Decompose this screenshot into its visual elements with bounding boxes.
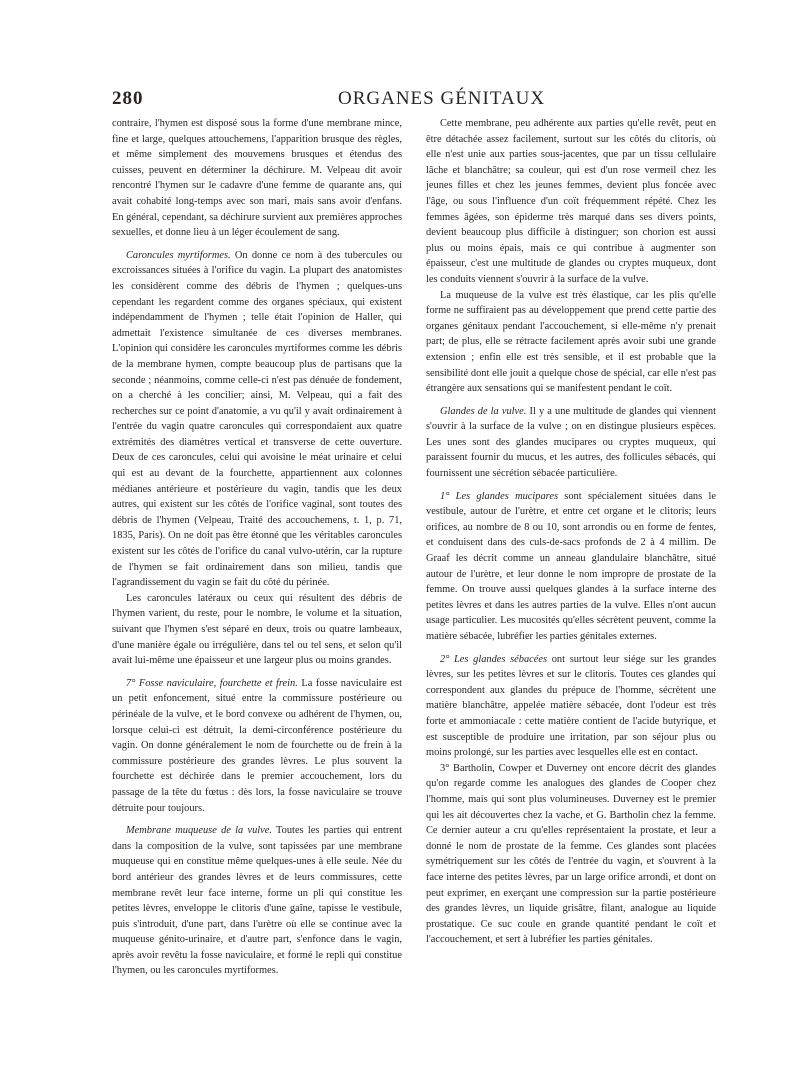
page-header xyxy=(112,88,704,116)
paragraph: Caroncules myrtiformes. On donne ce nom à des tubercules ou excroissances situées à l'orifice du vagin. La plupart des anatomistes les considèrent comme des débris de l'hymen ; quelques-uns cependant les regardent comme des organes spéciaux, qui existent indépendamment de l'hymen ; telle était l'opinion de Haller, qui admettait l'existence simultanée de ces diverses membranes. L'opinion qui considère les caroncules myrtiformes comme les débris de la membrane hymen, compte beaucoup plus de partisans que la seconde ; néanmoins, comme celle-ci n'est pas dénuée de fondement, on a cherché à les concilier; ainsi, M. Velpeau, qui a fait des recherches sur ce point d'anatomie, a vu qu'il y avait ordinairement à l'entrée du vagin quatre caroncules qui correspondaient aux quatre extrémités des diamètres vertical et transverse de cette ouverture. Deux de ces caroncules, celui qui avoisine le méat urinaire et celui qui est au devant de la fourchette, appartiennent aux colonnes médianes antérieure et postérieure du vagin, tandis que les deux autres, qui existent sur les côtés de l'orifice vaginal, sont toutes des débris de l'hymen (Velpeau, Traité des accouchemens, t. 1, p. 71, 1835, Paris). On ne doit pas être étonné que les véritables caroncules existent sur les côtés de l'orifice du canal vulvo-utérin, car la rupture de l'hymen se fait ordinairement dans son milieu, tandis que l'agrandissement du vagin se fait du côté du périnée. xyxy=(112,249,403,589)
section-lead: 2° Les glandes sébacées xyxy=(440,653,548,665)
section-lead: Membrane muqueuse de la vulve. xyxy=(126,825,272,837)
paragraph: Membrane muqueuse de la vulve. Toutes les parties qui entrent dans la composition de la vulve, sont tapissées par une membrane muqueuse qui en constitue même quelques-unes à elle seule. Née du bord antérieur des grandes lèvres et de leurs commissures, cette membrane revêt leur face interne, forme un pli qui constitue les petites lèvres, enveloppe le clitoris d'une gaîne, tapisse le vestibule, puis s'introduit, d'une part, dans l'urètre où elle se continue avec la muqueuse génito-urinaire, et d'autre part, s'enfonce dans le vagin, après avoir revêtu la fosse naviculaire, et formé le repli qui constitue l'hymen, ou les caroncules myrtiformes. xyxy=(112,825,402,977)
left-column xyxy=(112,116,402,979)
paragraph: 7° Fosse naviculaire, fourchette et frein. La fosse naviculaire est un petit enfoncement, situé entre la commissure postérieure ou périnéale de la vulve, et le bord convexe ou adhérent de l'hymen, ou, lorsque celui-ci est détruit, la demi-circonférence postérieure du vagin. On donne généralement le nom de fourchette ou de frein à la commissure postérieure des grandes lèvres. Le plus souvent la fourchette est déchirée dans le premier accouchement, lors du passage de la tête du fœtus : dès lors, la fosse naviculaire se trouve détruite pour toujours. xyxy=(112,677,402,814)
paragraph: 2° Les glandes sébacées ont surtout leur siége sur les grandes lèvres, sur les petites lèvres et sur le clitoris. Toutes ces glandes qui correspondent aux glandes du prépuce de l'homme, sécrètent une matière blanchâtre, appelée matière sébacée, dont l'odeur est très forte et ammoniacale : cette matière contient de l'acide butyrique, et est susceptible de produire une irritation, par son séjour plus ou moins prolongé, sur les parties avec lesquelles elle est en contact. xyxy=(426,653,716,759)
paragraph: 1° Les glandes mucipares sont spécialement situées dans le vestibule, autour de l'urètre, et entre cet organe et le clitoris; leurs orifices, au nombre de 8 ou 10, sont arrondis ou en forme de fentes, et conduisent dans des culs-de-sacs profonds de 2 à 4 millim. De Graaf les décrit comme un anneau glandulaire blanchâtre, situé autour de l'urètre, et leur donne le nom impropre de prostate de la femme. On trouve aussi quelques glandes à la surface interne des petites lèvres et dans les autres parties de la vulve. Elles n'ont aucun usage particulier. Les mucosités qu'elles sécrètent peuvent, comme la matière sébacée, lubréfier les parties génitales externes. xyxy=(426,490,716,642)
paragraph: La muqueuse de la vulve est très élastique, car les plis qu'elle forme ne suffiraient pas au développement que prend cette partie des organes génitaux pendant l'accouchement, si elle-même n'y prenait part; de plus, elle se rétracte facilement après avoir subi une grande extension ; enfin elle est très sensible, et il est probable que la sensibilité dont elle jouit a quelque chose de spécial, car elle n'est pas étrangère aux sensations qui se manifestent pendant le coït. xyxy=(426,289,716,395)
right-column xyxy=(426,116,716,948)
paragraph: 3° Bartholin, Cowper et Duverney ont encore décrit des glandes qu'on regarde comme les analogues des glandes de Cooper chez l'homme, mais qui sont plus volumineuses. Duverney est le premier qui les ait découvertes chez la vache, et G. Bartholin chez la femme. Ce dernier auteur a cru qu'elles représentaient la prostate, et leur a donné le nom de prostate de la femme. Ces glandes sont placées symétriquement sur les côtés de l'entrée du vagin, et s'ouvrent à la face interne des petites lèvres, par un large orifice arrondi, et dont on peut exprimer, en exerçant une compression sur la partie postérieure des grandes lèvres, un liquide grisâtre, filant, analogue au liquide prostatique. Ce suc coule en grande quantité pendant le coït et l'accouchement, et sert à lubréfier les parties génitales. xyxy=(426,762,716,946)
section-lead: 1° Les glandes mucipares xyxy=(440,490,558,502)
section-lead: Glandes de la vulve. xyxy=(440,405,527,417)
paragraph: Glandes de la vulve. Il y a une multitude de glandes qui viennent s'ouvrir à la surface de la vulve ; on en distingue plusieurs espèces. Les unes sont des glandes mucipares ou cryptes muqueux, qui paraissent fournir du mucus, et les autres, des follicules sébacés, qui fournissent une sécrétion sébacée particulière. xyxy=(426,405,716,480)
running-title: ORGANES GÉNITAUX xyxy=(338,88,546,109)
paragraph: Les caroncules latéraux ou ceux qui résultent des débris de l'hymen varient, du reste, pour le nombre, le volume et la situation, suivant que l'hymen s'est séparé en deux, trois ou quatre lambeaux, d'une manière égale ou irrégulière, dans tel ou tel sens, et selon qu'il avait lui-même une épaisseur et une largeur plus ou moins grandes. xyxy=(112,592,402,667)
section-lead: 7° Fosse naviculaire, fourchette et frein. xyxy=(126,677,298,689)
paragraph: contraire, l'hymen est disposé sous la forme d'une membrane mince, fine et large, quelques attouchemens, l'apparition brusque des règles, et même simplement des mouvemens brusques et étendus des cuisses, peuvent en déterminer la déchirure. M. Velpeau dit avoir rencontré l'hymen sur le cadavre d'une femme de quarante ans, qui avait cohabité long-temps avec son mari, mais sans avoir d'enfans. En général, cependant, sa déchirure survient aux premières approches sexuelles, et donne lieu à un léger écoulement de sang. xyxy=(112,118,402,239)
section-lead: Caroncules myrtiformes. xyxy=(126,249,231,261)
paragraph: Cette membrane, peu adhérente aux parties qu'elle revêt, peut en être détachée assez facilement, surtout sur les côtés du clitoris, où elle n'est unie aux parties sous-jacentes, que par un tissu cellulaire lâche et blanchâtre; sa couleur, qui est d'un rose vermeil chez les jeunes filles et chez les jeunes femmes, devient plus foncée avec l'âge, ou sous l'influence d'un coït fréquemment répété. Chez les femmes âgées, son épiderme très marqué dans ses divers points, devient beaucoup plus difficile à distinguer; son chorion est aussi plus ou moins épais, mais ce qui contribue à augmenter son épaisseur, c'est une multitude de glandes ou cryptes muqueux, dont les conduits viennent s'ouvrir à la surface de la vulve. xyxy=(426,118,716,285)
page-number: 280 xyxy=(112,88,144,109)
